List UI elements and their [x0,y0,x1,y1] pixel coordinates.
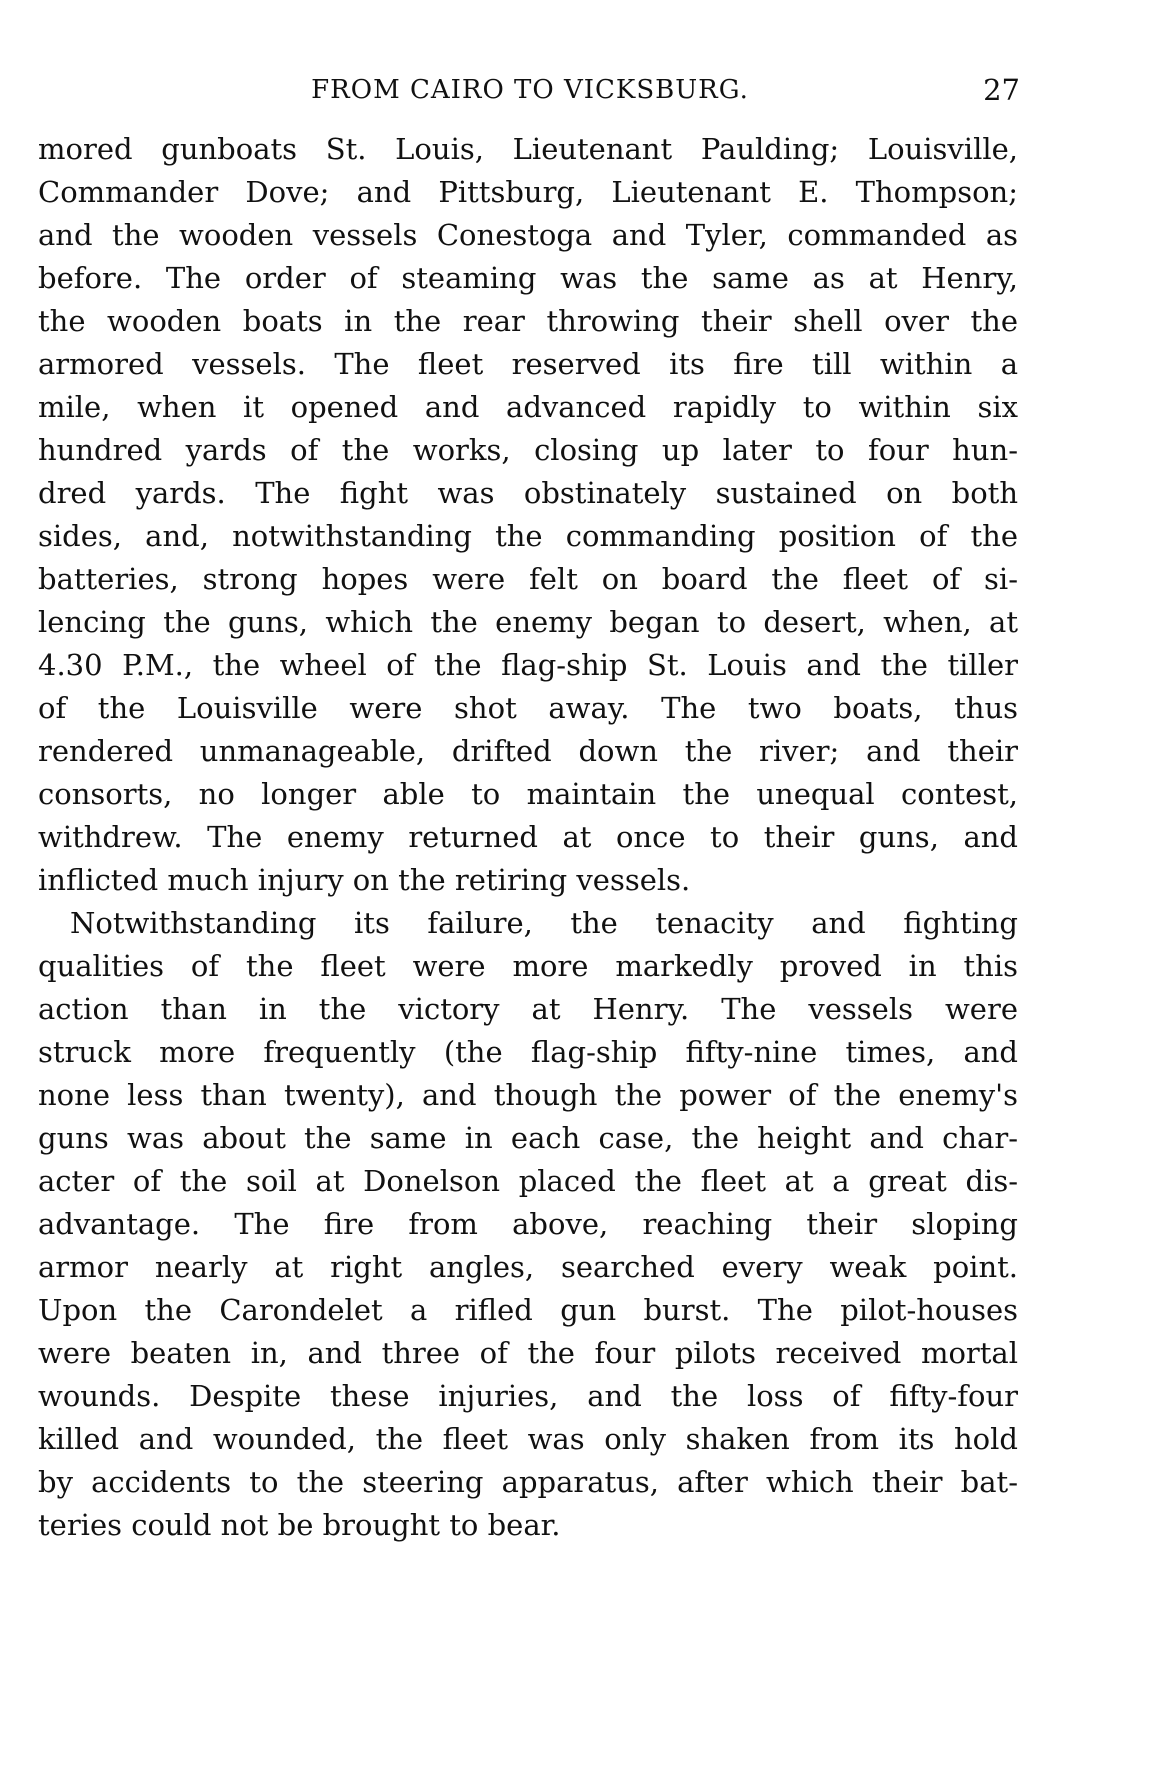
text-line: none less than twenty), and though the power of the enemy's [38,1078,1018,1112]
text-line: action than in the victory at Henry. The vessels were [38,992,1018,1026]
text-line: 4.30 P.M., the wheel of the flag-ship St. Louis and the tiller [38,648,1018,682]
text-line: hundred yards of the works, closing up later to four hun- [38,433,1018,467]
text-line: mored gunboats St. Louis, Lieutenant Paulding; Louisville, [38,132,1018,166]
text-line: armored vessels. The fleet reserved its fire till within a [38,347,1018,381]
running-head [40,72,1020,112]
text-line: lencing the guns, which the enemy began to desert, when, at [38,605,1018,639]
text-line: Commander Dove; and Pittsburg, Lieutenant E. Thompson; [38,175,1018,209]
text-line: killed and wounded, the fleet was only shaken from its hold [38,1422,1018,1456]
text-line: Notwithstanding its failure, the tenacity and fighting [70,906,1018,940]
body-text [38,128,1018,1547]
text-line: batteries, strong hopes were felt on board the fleet of si- [38,562,1018,596]
text-line: before. The order of steaming was the same as at Henry, [38,261,1018,295]
text-line: consorts, no longer able to maintain the unequal contest, [38,777,1018,811]
text-line: qualities of the fleet were more markedly proved in this [38,949,1018,983]
text-line: rendered unmanageable, drifted down the river; and their [38,734,1018,768]
running-title: FROM CAIRO TO VICKSBURG. [311,75,749,105]
text-line: teries could not be brought to bear. [38,1508,561,1542]
text-line: wounds. Despite these injuries, and the loss of fifty-four [38,1379,1018,1413]
text-line: of the Louisville were shot away. The two boats, thus [38,691,1018,725]
text-line: dred yards. The fight was obstinately sustained on both [38,476,1018,510]
text-line: the wooden boats in the rear throwing their shell over the [38,304,1018,338]
text-line: guns was about the same in each case, the height and char- [38,1121,1018,1155]
text-line: advantage. The fire from above, reaching their sloping [38,1207,1018,1241]
text-line: acter of the soil at Donelson placed the fleet at a great dis- [38,1164,1018,1198]
text-line: struck more frequently (the flag-ship fifty-nine times, and [38,1035,1018,1069]
text-line: and the wooden vessels Conestoga and Tyler, commanded as [38,218,1018,252]
paragraph-2 [38,902,1018,1547]
text-line: armor nearly at right angles, searched every weak point. [38,1250,1018,1284]
text-line: by accidents to the steering apparatus, after which their bat- [38,1465,1018,1499]
text-line: Upon the Carondelet a rifled gun burst. The pilot-houses [38,1293,1018,1327]
paragraph-1 [38,128,1018,902]
page-number: 27 [983,73,1020,107]
text-line: mile, when it opened and advanced rapidly to within six [38,390,1018,424]
text-line: inflicted much injury on the retiring vessels. [38,863,691,897]
text-line: sides, and, notwithstanding the commanding position of the [38,519,1018,553]
text-line: were beaten in, and three of the four pilots received mortal [38,1336,1018,1370]
text-line: withdrew. The enemy returned at once to their guns, and [38,820,1018,854]
